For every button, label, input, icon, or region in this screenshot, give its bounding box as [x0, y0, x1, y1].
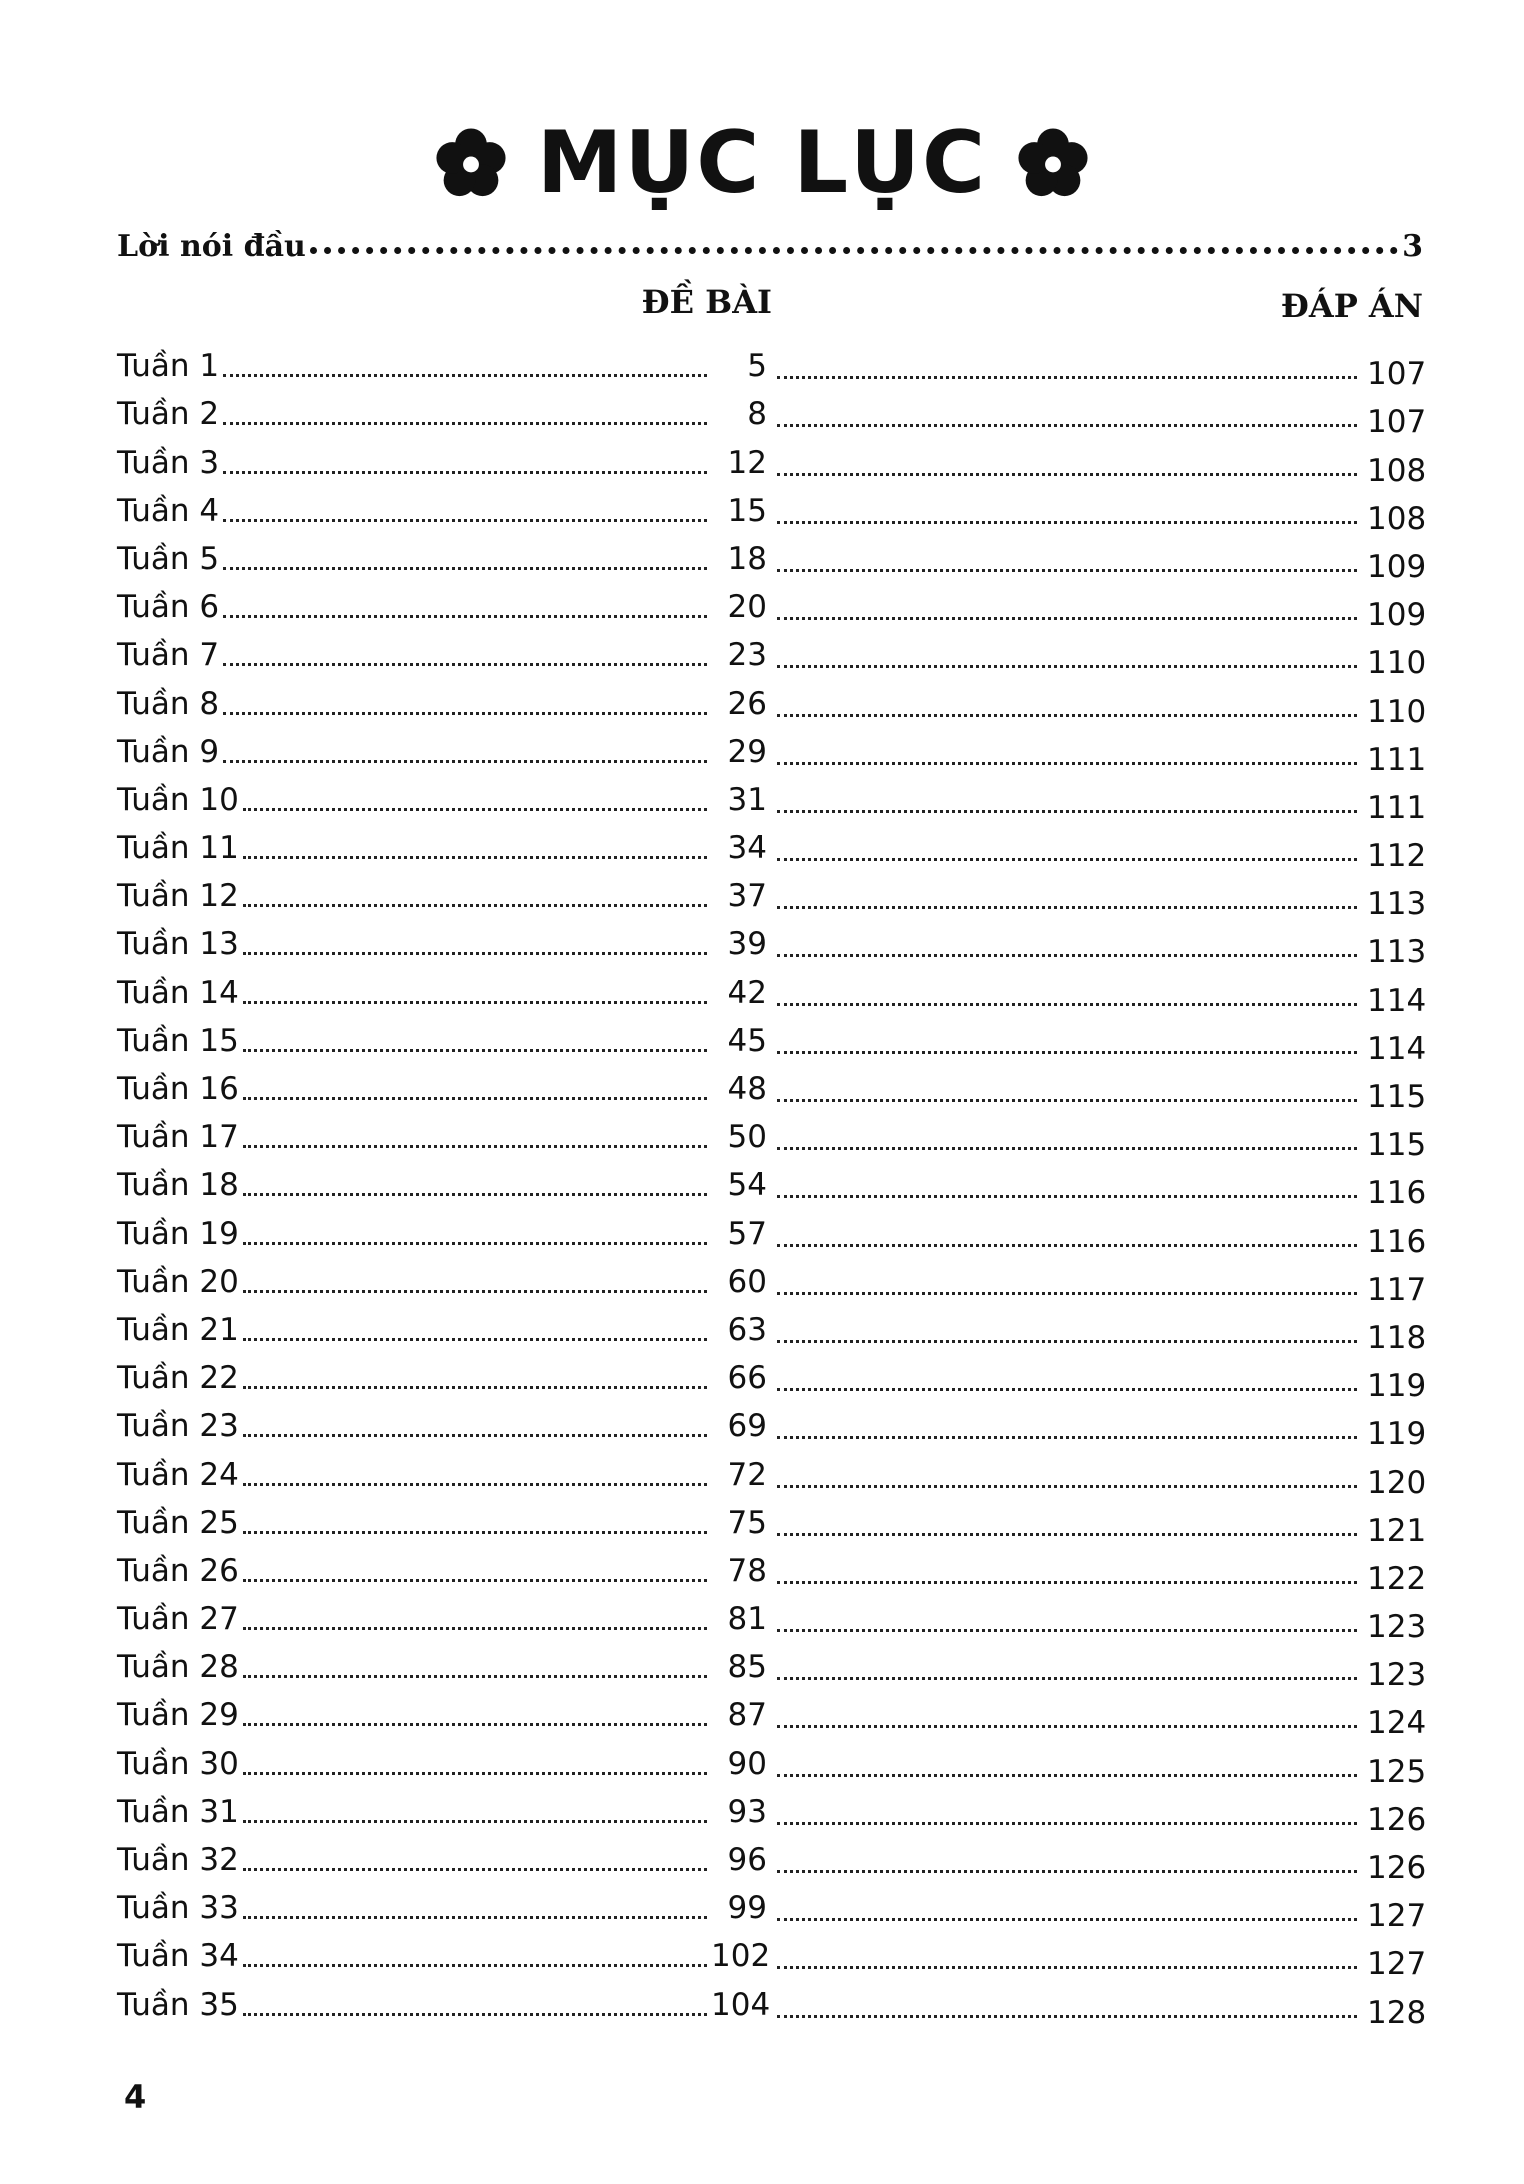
problems-page: 29 [727, 733, 767, 770]
week-label: Tuần 28 [117, 1649, 239, 1686]
dot-leader [243, 1049, 707, 1052]
dot-leader [243, 1820, 707, 1823]
week-label: Tuần 19 [117, 1215, 239, 1252]
toc-row[interactable] [117, 1587, 1427, 1646]
problems-page: 42 [727, 974, 767, 1011]
toc-row[interactable] [117, 912, 1427, 971]
problems-page: 18 [727, 540, 767, 577]
week-label: Tuần 32 [117, 1842, 239, 1878]
toc-row[interactable] [117, 864, 1427, 923]
problems-page: 50 [727, 1119, 767, 1156]
dot-leader [243, 1001, 707, 1004]
problems-page: 72 [727, 1456, 767, 1493]
dot-leader [223, 615, 707, 618]
answers-page: 126 [1367, 1801, 1427, 1838]
answers-page: 120 [1367, 1464, 1427, 1501]
toc-row[interactable] [117, 816, 1427, 875]
dot-leader [243, 1964, 707, 1967]
answers-page: 118 [1367, 1319, 1427, 1356]
dot-leader [777, 1581, 1357, 1584]
dot-leader [243, 1145, 707, 1148]
problems-column-header: ĐỀ BÀI [641, 283, 772, 321]
toc-row[interactable] [117, 1009, 1427, 1067]
problems-page: 57 [727, 1215, 767, 1252]
dot-leader [243, 1627, 707, 1630]
problems-page: 102 [711, 1938, 771, 1975]
problems-page: 54 [727, 1167, 767, 1204]
week-label: Tuần 18 [117, 1167, 239, 1204]
dot-leader [777, 521, 1357, 524]
week-label: Tuần 13 [117, 926, 239, 963]
toc-row[interactable] [117, 1153, 1427, 1212]
week-label: Tuần 7 [117, 637, 220, 674]
answers-page: 115 [1367, 1127, 1427, 1164]
answers-page: 112 [1367, 838, 1427, 875]
week-label: Tuần 9 [117, 733, 220, 770]
week-label: Tuần 27 [117, 1601, 239, 1638]
problems-page: 99 [727, 1890, 767, 1927]
answers-page: 123 [1367, 1657, 1427, 1694]
dot-leader [243, 1916, 707, 1919]
toc-row[interactable] [117, 671, 1427, 730]
toc-row[interactable] [117, 1491, 1427, 1549]
answers-page: 107 [1367, 404, 1427, 441]
week-label: Tuần 21 [117, 1311, 239, 1348]
answers-page: 109 [1367, 597, 1427, 634]
week-label: Tuần 3 [117, 444, 220, 481]
toc-row[interactable] [117, 1442, 1427, 1501]
dot-leader [243, 1386, 707, 1389]
toc-row[interactable] [117, 1876, 1427, 1935]
dot-leader [777, 1099, 1357, 1102]
dot-leader [243, 1338, 707, 1341]
dot-leader [777, 2015, 1357, 2018]
toc-row[interactable] [117, 1635, 1427, 1694]
answers-page: 108 [1367, 452, 1427, 489]
problems-page: 26 [727, 685, 767, 722]
toc-row[interactable] [117, 575, 1427, 634]
problems-page: 15 [727, 492, 767, 529]
flower-icon [435, 127, 507, 199]
week-label: Tuần 16 [117, 1071, 239, 1107]
toc-row[interactable] [117, 1731, 1427, 1790]
title-row [0, 108, 1524, 218]
dot-leader [777, 424, 1357, 427]
answers-page: 122 [1367, 1560, 1427, 1597]
answers-page: 116 [1367, 1223, 1427, 1260]
answers-page: 111 [1367, 789, 1427, 826]
answers-page: 125 [1367, 1753, 1427, 1790]
dot-leader [777, 1485, 1357, 1488]
dot-leader [777, 473, 1357, 476]
toc-row[interactable] [117, 768, 1427, 826]
answers-page: 117 [1367, 1271, 1427, 1308]
problems-page: 75 [727, 1504, 767, 1541]
dot-leader [243, 1723, 707, 1726]
problems-page: 31 [727, 781, 767, 818]
dot-leader [223, 519, 707, 522]
dot-leader [777, 1051, 1357, 1054]
toc-row[interactable] [117, 1346, 1427, 1405]
problems-page: 23 [727, 637, 767, 674]
dot-leader [777, 1003, 1357, 1006]
dot-leader [777, 665, 1357, 668]
problems-page: 104 [711, 1986, 771, 2023]
week-label: Tuần 26 [117, 1552, 239, 1589]
week-label: Tuần 35 [117, 1986, 239, 2023]
week-label: Tuần 8 [117, 685, 220, 722]
dot-leader [243, 856, 707, 859]
dot-leader [777, 1292, 1357, 1295]
flower-icon [1017, 127, 1089, 199]
dot-leader [243, 1242, 707, 1245]
week-label: Tuần 20 [117, 1263, 239, 1300]
toc-row[interactable] [117, 1972, 1427, 2031]
answers-page: 127 [1367, 1946, 1427, 1983]
toc-row[interactable] [117, 479, 1427, 537]
dot-leader [777, 1244, 1357, 1247]
dot-leader [777, 1195, 1357, 1198]
dot-leader [777, 858, 1357, 861]
dot-leader [243, 904, 707, 907]
week-label: Tuần 5 [117, 540, 220, 577]
dot-leader [777, 1533, 1357, 1536]
problems-page: 85 [727, 1649, 767, 1686]
dot-leader [777, 906, 1357, 909]
dot-leader [223, 760, 707, 763]
dot-leader [777, 617, 1357, 620]
dot-leader [777, 1966, 1357, 1969]
answers-page: 119 [1367, 1416, 1427, 1453]
dot-leader [777, 1388, 1357, 1391]
week-label: Tuần 4 [117, 492, 220, 529]
week-label: Tuần 15 [117, 1022, 239, 1059]
dot-leader [243, 1579, 707, 1582]
problems-page: 45 [727, 1022, 767, 1059]
dot-leader [243, 1290, 707, 1293]
dot-leader [777, 810, 1357, 813]
problems-page: 63 [727, 1311, 767, 1348]
toc-row[interactable] [117, 1250, 1427, 1308]
dot-leader [777, 1629, 1357, 1632]
dot-leader [777, 376, 1357, 379]
page-number: 4 [124, 2078, 147, 2116]
answers-page: 116 [1367, 1175, 1427, 1212]
toc-row[interactable] [117, 623, 1427, 682]
week-label: Tuần 14 [117, 974, 239, 1011]
answers-page: 107 [1367, 356, 1427, 393]
week-label: Tuần 2 [117, 396, 220, 433]
answers-page: 128 [1367, 1994, 1427, 2031]
toc-row[interactable] [117, 382, 1427, 441]
toc-row[interactable] [117, 1924, 1427, 1983]
dot-leader [777, 1822, 1357, 1825]
toc-row[interactable] [117, 960, 1427, 1019]
answers-page: 113 [1367, 934, 1427, 971]
toc-row[interactable] [117, 1394, 1427, 1453]
problems-page: 37 [727, 878, 767, 915]
dot-leader [223, 663, 707, 666]
problems-page: 39 [727, 926, 767, 963]
toc-row[interactable] [117, 1780, 1427, 1838]
toc-row[interactable] [117, 1828, 1427, 1886]
toc-row[interactable] [117, 334, 1427, 393]
toc-row[interactable] [117, 430, 1427, 489]
answers-page: 113 [1367, 886, 1427, 923]
answers-page: 126 [1367, 1850, 1427, 1886]
preface-page: 3 [1402, 229, 1423, 264]
week-label: Tuần 1 [117, 348, 220, 385]
answers-column-header: ĐÁP ÁN [1280, 287, 1423, 325]
week-label: Tuần 22 [117, 1360, 239, 1397]
answers-page: 124 [1367, 1705, 1427, 1742]
toc-row[interactable] [117, 720, 1427, 778]
toc-row[interactable] [117, 1683, 1427, 1742]
dot-leader [223, 422, 707, 425]
dot-leader [243, 808, 707, 811]
dot-leader [243, 1531, 707, 1534]
dot-leader [223, 567, 707, 570]
answers-page: 114 [1367, 1030, 1427, 1067]
dot-leader [243, 952, 707, 955]
dot-leader [777, 954, 1357, 957]
dot-leader [777, 714, 1357, 717]
dot-leader [777, 1677, 1357, 1680]
dot-leader [777, 569, 1357, 572]
dot-leader [243, 1675, 707, 1678]
problems-page: 81 [727, 1601, 767, 1638]
dot-leader [777, 1147, 1357, 1150]
answers-page: 111 [1367, 741, 1427, 778]
toc-row[interactable] [117, 1105, 1427, 1164]
week-label: Tuần 34 [117, 1938, 239, 1975]
problems-page: 34 [727, 830, 767, 867]
answers-page: 121 [1367, 1512, 1427, 1549]
dot-leader [243, 1483, 707, 1486]
week-label: Tuần 17 [117, 1119, 239, 1156]
toc-row[interactable] [117, 1298, 1427, 1356]
dot-leader [777, 1436, 1357, 1439]
week-label: Tuần 12 [117, 878, 239, 915]
dot-leader [777, 1340, 1357, 1343]
dot-leader [243, 2013, 707, 2016]
dot-leader [777, 1870, 1357, 1873]
problems-page: 8 [747, 396, 767, 433]
week-label: Tuần 10 [117, 781, 239, 818]
week-label: Tuần 29 [117, 1697, 239, 1734]
dot-leader [310, 247, 1398, 254]
week-label: Tuần 23 [117, 1408, 239, 1445]
toc-row[interactable] [117, 1539, 1427, 1597]
answers-page: 114 [1367, 982, 1427, 1019]
dot-leader [243, 1434, 707, 1437]
week-label: Tuần 33 [117, 1890, 239, 1927]
week-label: Tuần 31 [117, 1793, 239, 1830]
toc-row[interactable] [117, 527, 1427, 585]
preface-label: Lời nói đầu [117, 229, 306, 264]
dot-leader [223, 471, 707, 474]
problems-page: 5 [747, 348, 767, 385]
dot-leader [223, 374, 707, 377]
answers-page: 110 [1367, 693, 1427, 730]
answers-page: 119 [1367, 1368, 1427, 1405]
dot-leader [777, 762, 1357, 765]
problems-page: 66 [727, 1360, 767, 1397]
dot-leader [243, 1868, 707, 1871]
answers-page: 115 [1367, 1079, 1427, 1115]
answers-page: 123 [1367, 1609, 1427, 1646]
preface-entry[interactable] [117, 220, 1423, 264]
problems-page: 69 [727, 1408, 767, 1445]
problems-page: 60 [727, 1263, 767, 1300]
page-title: MỤC LỤC [536, 113, 988, 213]
problems-page: 96 [727, 1842, 767, 1878]
problems-page: 90 [727, 1745, 767, 1782]
toc-row[interactable] [117, 1057, 1427, 1115]
week-label: Tuần 24 [117, 1456, 239, 1493]
week-label: Tuần 6 [117, 589, 220, 626]
week-label: Tuần 25 [117, 1504, 239, 1541]
dot-leader [777, 1918, 1357, 1921]
toc-row[interactable] [117, 1201, 1427, 1260]
answers-page: 127 [1367, 1898, 1427, 1935]
problems-page: 93 [727, 1793, 767, 1830]
week-label: Tuần 30 [117, 1745, 239, 1782]
answers-page: 109 [1367, 548, 1427, 585]
dot-leader [777, 1774, 1357, 1777]
problems-page: 87 [727, 1697, 767, 1734]
answers-page: 110 [1367, 645, 1427, 682]
dot-leader [243, 1193, 707, 1196]
toc-list [117, 334, 1427, 2031]
dot-leader [243, 1772, 707, 1775]
answers-page: 108 [1367, 500, 1427, 537]
problems-page: 48 [727, 1071, 767, 1107]
problems-page: 78 [727, 1552, 767, 1589]
week-label: Tuần 11 [117, 830, 239, 867]
dot-leader [777, 1725, 1357, 1728]
dot-leader [243, 1097, 707, 1100]
dot-leader [223, 712, 707, 715]
problems-page: 20 [727, 589, 767, 626]
problems-page: 12 [727, 444, 767, 481]
